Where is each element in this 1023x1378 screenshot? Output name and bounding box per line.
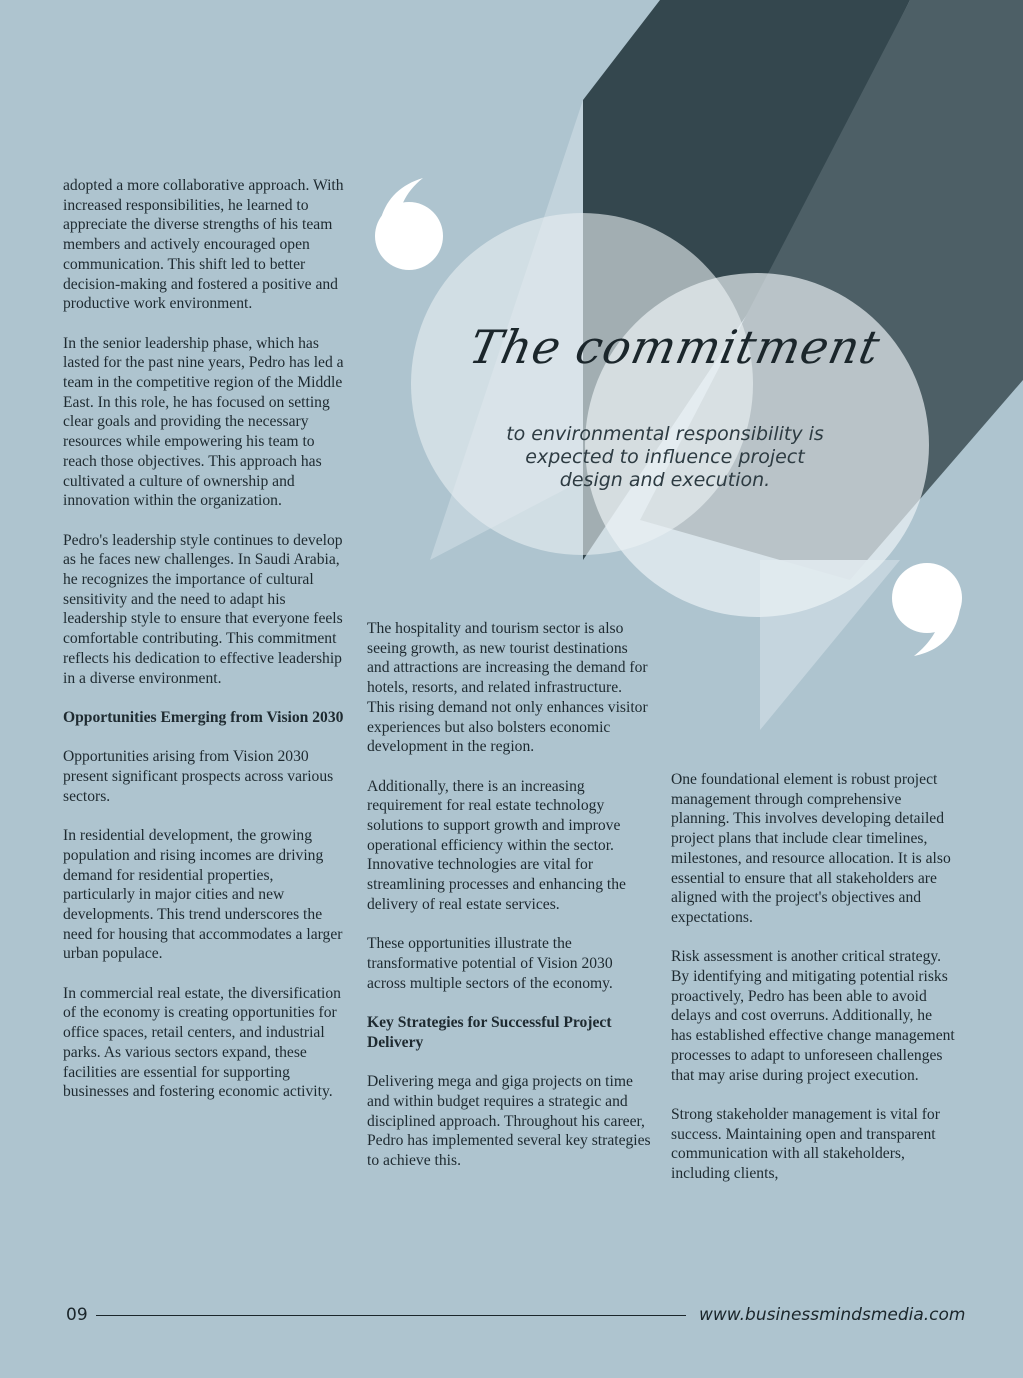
footer-divider [96,1315,686,1316]
article-column-2 [367,619,652,1190]
section-heading: Opportunities Emerging from Vision 2030 [63,708,344,726]
article-column-1 [63,176,348,1122]
open-quote-icon [375,178,443,270]
page-number: 09 [66,1305,88,1325]
paragraph: Pedro's leadership style continues to develop as he faces new challenges. In Saudi Arabia, he recognizes the importance of cultural sensitivity and the need to adapt his leadership style to ensure that everyone feels comfortable contributing. This commitment reflects his dedication to effective leadership in a diverse environment. [63,531,343,687]
paragraph: In the senior leadership phase, which has lasted for the past nine years, Pedro has led a team in the competitive region of the Middle East. In this role, he has focused on setting clear goals and providing the necessary resources while empowering his team to reach those objectives. This approach has cultivated a culture of ownership and innovation within the organization. [63,334,344,510]
paragraph: One foundational element is robust project management through comprehensive planning. This involves developing detailed project plans that include clear timelines, milestones, and resource allocation. It is also essential to ensure that all stakeholders are aligned with the project's objectives and expectations. [671,771,951,926]
paragraph: The hospitality and tourism sector is also seeing growth, as new tourist destinations and attractions are increasing the demand for hotels, resorts, and related infrastructure. This rising demand not only enhances visitor experiences but also bolsters economic development in the region. [367,620,648,756]
website-url[interactable]: www.businessmindsmedia.com [699,1305,966,1325]
pull-quote-title: The commitment [464,320,886,374]
paragraph: Risk assessment is another critical strategy. By identifying and mitigating potential risks proactively, Pedro has been able to avoid delays and cost overruns. Additionally, he has established effective change management processes to adapt to unforeseen challenges that may arise during project execution. [671,948,955,1084]
paragraph: Delivering mega and giga projects on time and within budget requires a strategic and disciplined approach. Throughout his career, Pedro has implemented several key strategies to achieve this. [367,1073,651,1169]
paragraph: adopted a more collaborative approach. With increased responsibilities, he learned to appreciate the diverse strengths of his team members and actively encouraged open communication. This shift led to better decision-making and fostered a positive and productive work environment. [63,177,344,313]
article-column-3 [671,770,956,1203]
paragraph: These opportunities illustrate the transformative potential of Vision 2030 across multiple sectors of the economy. [367,935,613,992]
paragraph: Opportunities arising from Vision 2030 present significant prospects across various sectors. [63,748,334,805]
pull-quote-text: to environmental responsibility is expected to influence project design and execution. [506,423,824,491]
paragraph: Strong stakeholder management is vital for success. Maintaining open and transparent communication with all stakeholders, including clients, [671,1105,940,1183]
close-quote-icon [892,563,962,656]
paragraph: In commercial real estate, the diversification of the economy is creating opportunities for office spaces, retail centers, and industrial parks. As various sectors expand, these facilities are essential for supporting businesses and fostering economic activity. [63,984,341,1101]
paragraph: In residential development, the growing population and rising incomes are driving demand for residential properties, particularly in major cities and new developments. This trend underscores the need for housing that accommodates a larger urban populace. [63,827,343,963]
section-heading: Key Strategies for Successful Project Delivery [367,1014,612,1051]
paragraph: Additionally, there is an increasing requirement for real estate technology solutions to support growth and improve operational efficiency within the sector. Innovative technologies are vital for streamlining processes and enhancing the delivery of real estate services. [367,777,626,913]
